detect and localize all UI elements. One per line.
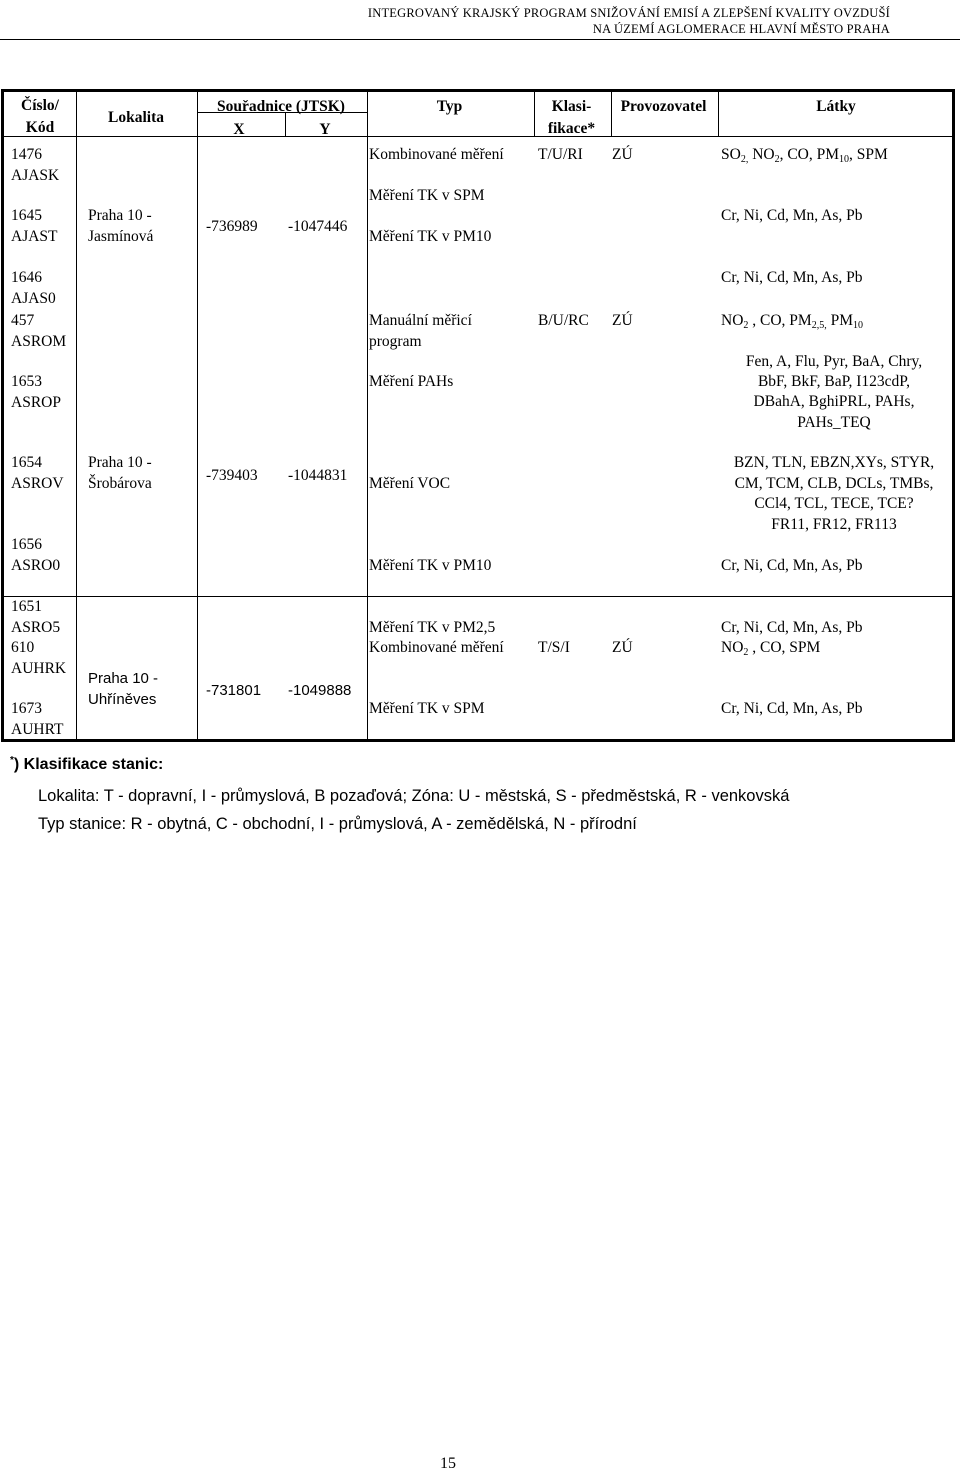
- substances-cell: [721, 145, 888, 165]
- code-id: ASROM: [11, 333, 67, 350]
- code-id: ASRO0: [11, 557, 61, 574]
- substance-text: PM: [826, 312, 853, 329]
- type-cell: Měření TK v SPM: [369, 700, 485, 717]
- header-rule: [0, 39, 960, 40]
- substance-text: , CO, PM: [748, 312, 812, 329]
- operator-cell: ZÚ: [612, 639, 633, 656]
- header-line-2: NA ÚZEMÍ AGLOMERACE HLAVNÍ MĚSTO PRAHA: [592, 22, 890, 36]
- code-num: 1476: [11, 146, 42, 163]
- footnote-title-text: ) Klasifikace stanic:: [13, 756, 164, 773]
- type-cell: Manuální měřicí: [369, 312, 472, 329]
- class-cell: B/U/RC: [538, 312, 589, 329]
- locality-line1: Praha 10 -: [88, 454, 152, 471]
- locality-line1: Praha 10 -: [88, 207, 152, 224]
- substances-cell: Cr, Ni, Cd, Mn, As, Pb: [721, 619, 863, 636]
- code-id: AJAS0: [11, 290, 56, 307]
- header-latky: Látky: [816, 98, 856, 115]
- substances-cell: Cr, Ni, Cd, Mn, As, Pb: [721, 269, 863, 286]
- footnote-title: [10, 755, 163, 774]
- coord-x: -739403: [206, 467, 258, 484]
- code-num: 1656: [11, 536, 42, 553]
- code-num: 1651: [11, 598, 42, 615]
- substances-cell: Cr, Ni, Cd, Mn, As, Pb: [721, 557, 863, 574]
- footnote-line-2: Typ stanice: R - obytná, C - obchodní, I - průmyslová, A - zemědělská, N - přírodní: [38, 815, 637, 833]
- code-num: 1653: [11, 373, 42, 390]
- code-id: AUHRK: [11, 660, 67, 677]
- substance-text: NO: [721, 639, 744, 656]
- substance-text: NO: [752, 146, 775, 163]
- coord-y: -1049888: [288, 682, 352, 699]
- type-cell: Měření TK v PM10: [369, 228, 492, 245]
- substance-subscript: 10: [839, 154, 850, 165]
- section-divider: [4, 596, 952, 597]
- header-souradnice: Souřadnice (JTSK): [217, 98, 345, 115]
- type-cell: Měření TK v SPM: [369, 187, 485, 204]
- code-num: 1645: [11, 207, 42, 224]
- page-number: 15: [440, 1455, 456, 1472]
- substances-cell: BZN, TLN, EBZN,XYs, STYR,: [733, 454, 935, 471]
- code-id: AUHRT: [11, 721, 64, 738]
- substance-subscript: 2,: [740, 154, 749, 165]
- code-id: ASRO5: [11, 619, 61, 636]
- footnote-mark: *: [10, 755, 14, 766]
- header-typ: Typ: [436, 98, 463, 115]
- operator-cell: ZÚ: [612, 312, 633, 329]
- col-divider-3: [367, 92, 368, 739]
- locality-line1: Praha 10 -: [88, 670, 159, 687]
- header-cislo: Číslo/: [21, 97, 59, 114]
- code-num: 1673: [11, 700, 42, 717]
- type-cell: Měření TK v PM2,5: [369, 619, 496, 636]
- header-kod: Kód: [25, 119, 55, 136]
- header-bottom-line: [4, 136, 952, 137]
- substances-cell: [721, 638, 820, 658]
- col-divider-2: [197, 92, 198, 739]
- header-line-1: INTEGROVANÝ KRAJSKÝ PROGRAM SNIŽOVÁNÍ EMISÍ A ZLEPŠENÍ KVALITY OVZDUŠÍ: [367, 6, 890, 20]
- substance-text: , CO, PM: [779, 146, 840, 163]
- type-cell: Měření VOC: [369, 475, 451, 492]
- type-cell: Měření TK v PM10: [369, 557, 492, 574]
- header-lokalita: Lokalita: [108, 109, 164, 126]
- code-id: AJAST: [11, 228, 58, 245]
- header-provozovatel: Provozovatel: [620, 98, 707, 115]
- code-num: 1646: [11, 269, 42, 286]
- locality-line2: Jasmínová: [88, 228, 154, 245]
- type-cell: Měření PAHs: [369, 373, 454, 390]
- substance-text: , CO, SPM: [748, 639, 821, 656]
- header-x: X: [233, 121, 245, 138]
- col-divider-1: [76, 92, 77, 739]
- substance-subscript: 2: [743, 647, 749, 658]
- coord-y: -1044831: [288, 467, 348, 484]
- type-cell: Kombinované měření: [369, 146, 504, 163]
- header-klasifikace-2: fikace*: [547, 120, 596, 137]
- substance-subscript: 2: [743, 320, 749, 331]
- substance-subscript: 2: [774, 154, 780, 165]
- header-y: Y: [319, 121, 331, 138]
- code-id: ASROP: [11, 394, 61, 411]
- type-cell: Kombinované měření: [369, 639, 504, 656]
- operator-cell: ZÚ: [612, 146, 633, 163]
- substances-cell: PAHs_TEQ: [797, 414, 871, 431]
- substances-cell: BbF, BkF, BaP, I123cdP,: [757, 373, 911, 390]
- code-id: AJASK: [11, 167, 60, 184]
- substance-text: , SPM: [849, 146, 888, 163]
- code-num: 610: [11, 639, 35, 656]
- substances-cell: Fen, A, Flu, Pyr, BaA, Chry,: [745, 353, 923, 370]
- code-num: 1654: [11, 454, 42, 471]
- substances-cell: FR11, FR12, FR113: [771, 516, 897, 533]
- class-cell: T/U/RI: [538, 146, 583, 163]
- footnote-line-1: Lokalita: T - dopravní, I - průmyslová, B pozaďová; Zóna: U - městská, S - předměstská, R - venkovská: [38, 787, 790, 805]
- substances-cell: Cr, Ni, Cd, Mn, As, Pb: [721, 700, 863, 717]
- substance-text: SO: [721, 146, 741, 163]
- type-cell: program: [369, 333, 422, 350]
- coord-x: -731801: [206, 682, 262, 699]
- code-num: 457: [11, 312, 35, 329]
- substance-subscript: 2,5,: [811, 320, 827, 331]
- coord-y: -1047446: [288, 218, 348, 235]
- substance-text: NO: [721, 312, 744, 329]
- class-cell: T/S/I: [538, 639, 570, 656]
- substance-subscript: 10: [852, 320, 863, 331]
- substances-cell: CM, TCM, CLB, DCLs, TMBs,: [734, 475, 934, 492]
- locality-line2: Uhříněves: [88, 691, 157, 708]
- locality-line2: Šrobárova: [88, 475, 152, 492]
- substances-cell: DBahA, BghiPRL, PAHs,: [753, 393, 915, 410]
- substances-cell: Cr, Ni, Cd, Mn, As, Pb: [721, 207, 863, 224]
- code-id: ASROV: [11, 475, 64, 492]
- substances-cell: CCl4, TCL, TECE, TCE?: [754, 495, 914, 512]
- coord-x: -736989: [206, 218, 258, 235]
- substances-cell: [721, 311, 863, 331]
- header-klasifikace-1: Klasi-: [551, 98, 592, 115]
